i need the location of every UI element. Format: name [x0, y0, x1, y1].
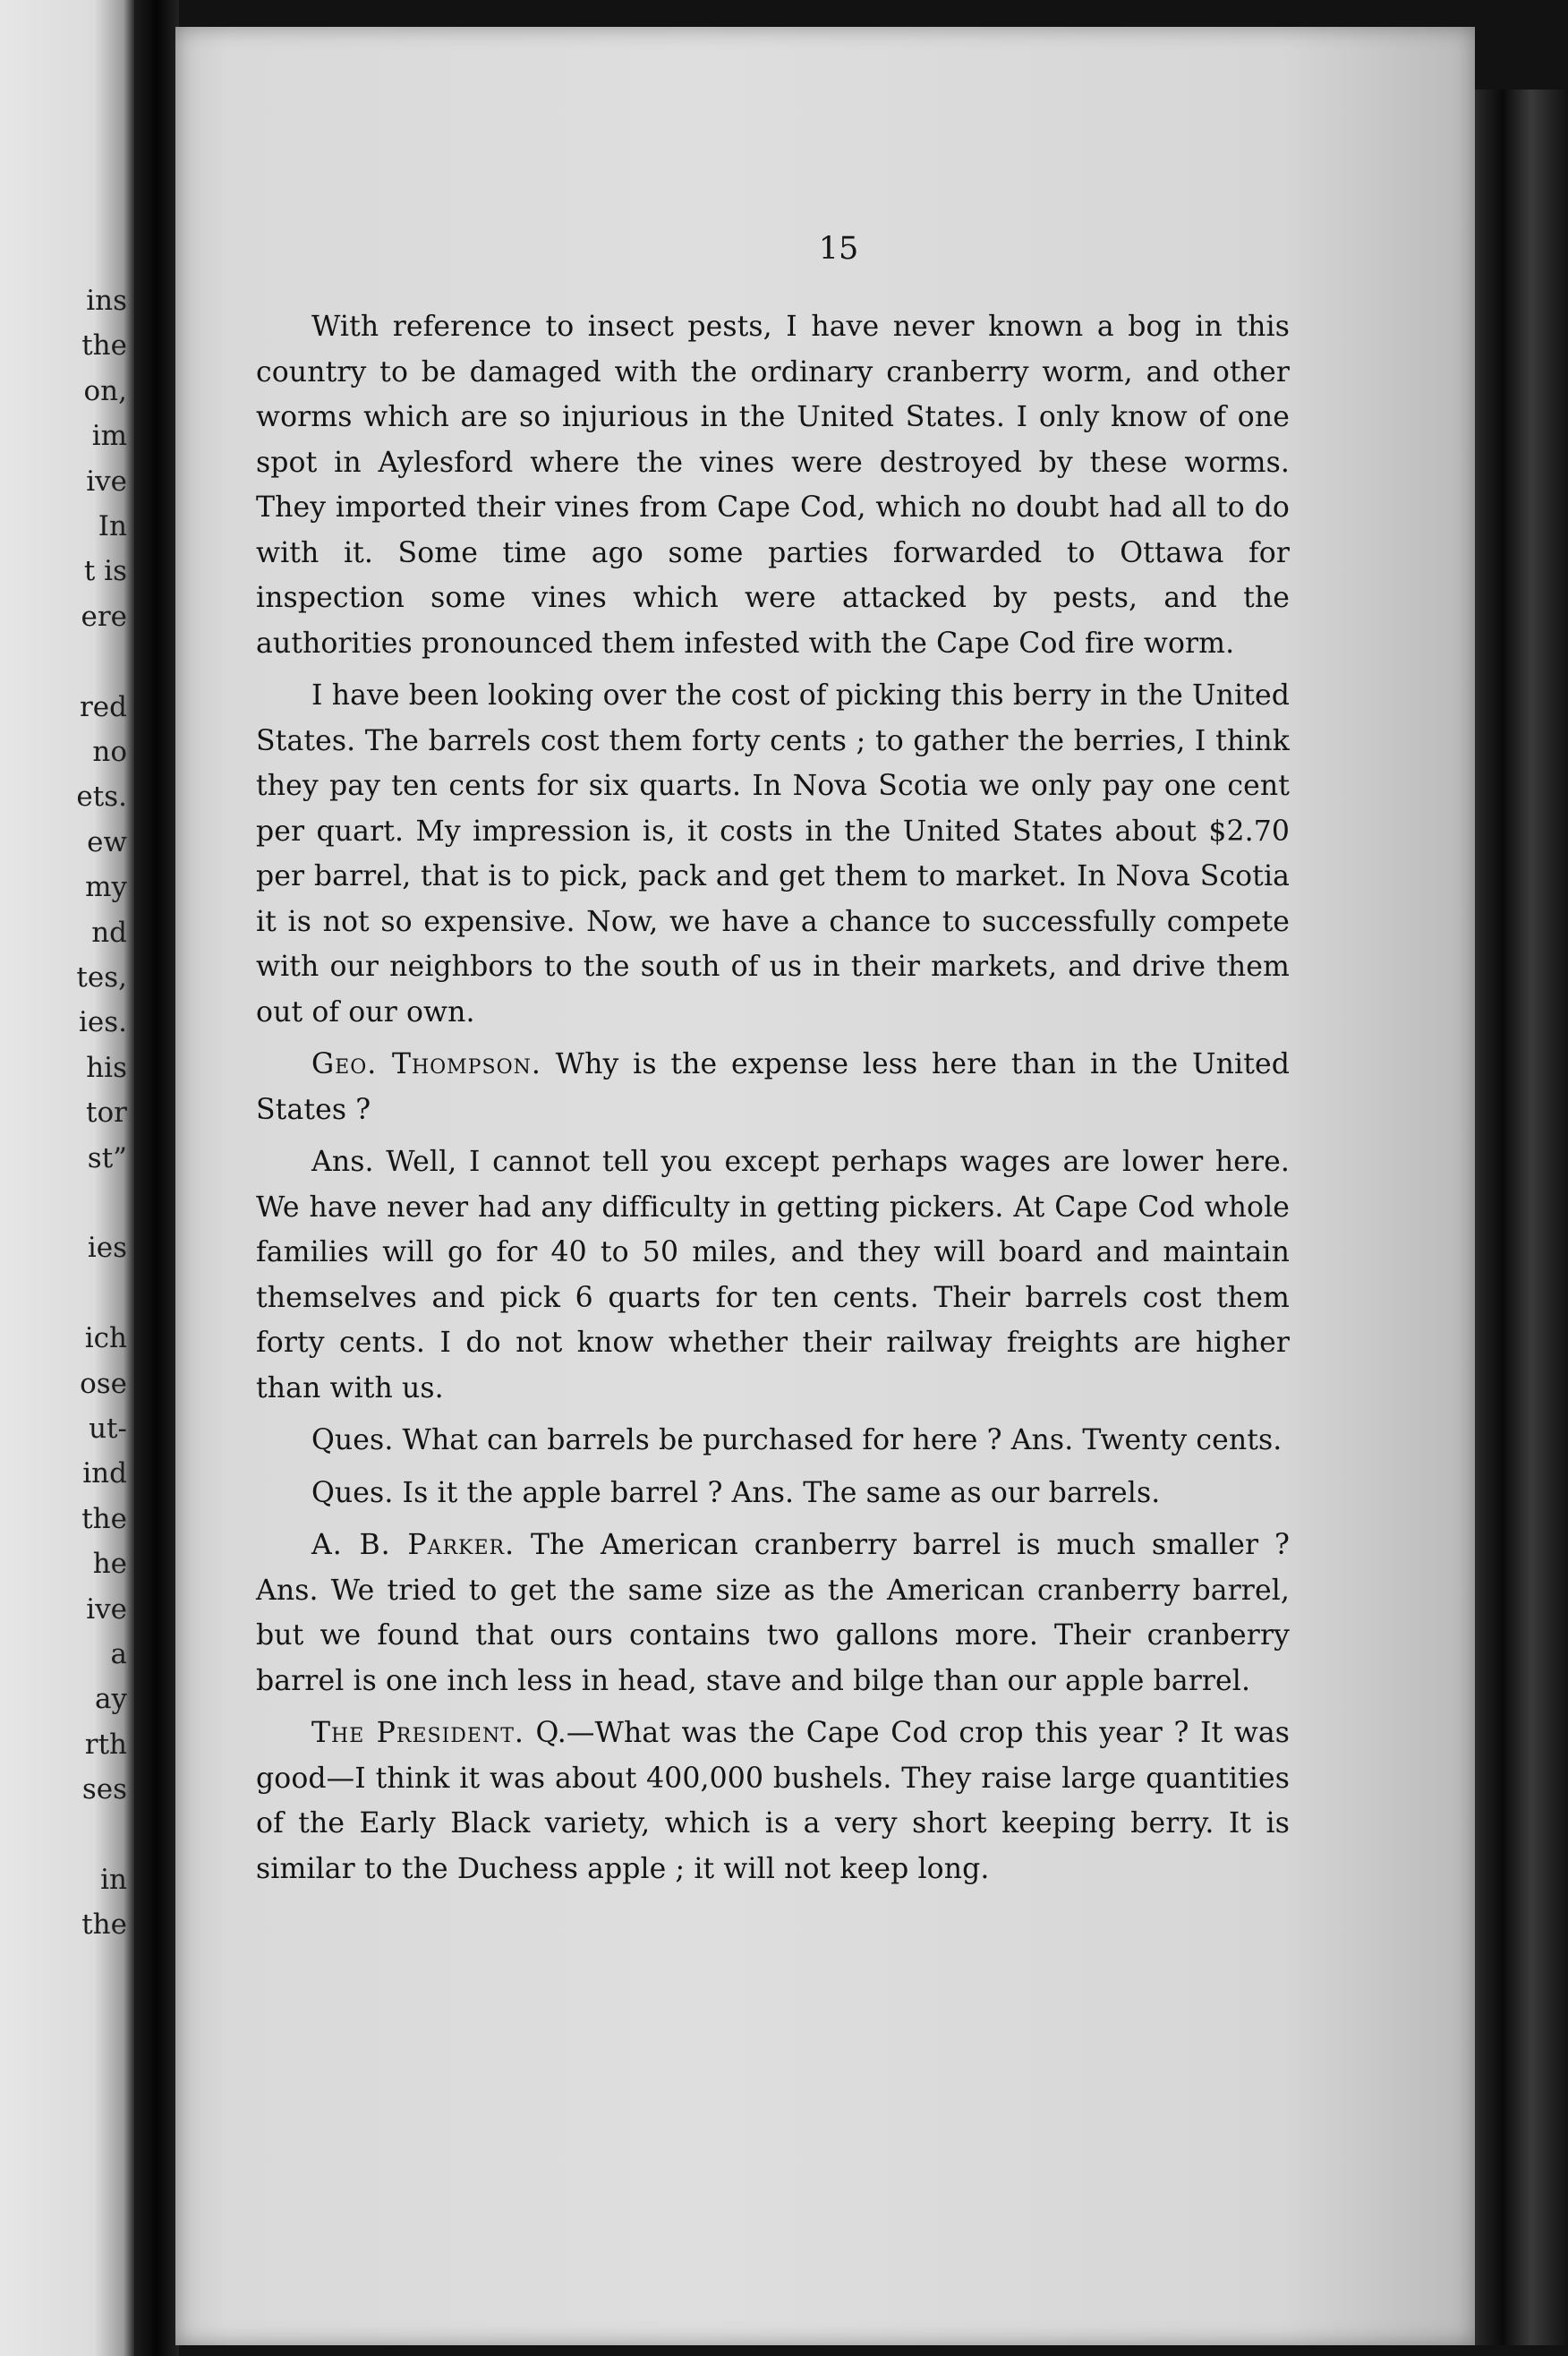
facing-page-fragment: no — [92, 736, 127, 768]
facing-page-fragment: a — [110, 1638, 127, 1670]
facing-page-fragment: ets. — [76, 781, 127, 814]
paragraph-text: Ques. Is it the apple barrel ? Ans. The same as our barrels. — [311, 1476, 1161, 1509]
facing-page-fragment: ay — [95, 1683, 127, 1716]
speaker-name: A. B. Parker. — [311, 1529, 516, 1561]
facing-page-fragment: nd — [91, 916, 127, 949]
facing-page-fragment: tes, — [76, 961, 127, 994]
facing-page-fragment: rth — [84, 1728, 127, 1761]
paragraph-text: Why is the expense less here than in the United States ? — [256, 1048, 1290, 1126]
page-body — [256, 304, 1290, 1899]
page-stack-edge — [1475, 90, 1568, 2345]
facing-page-fragment: ies. — [78, 1006, 127, 1039]
facing-page-fragment: my — [85, 871, 127, 904]
facing-page-fragment: the — [81, 329, 127, 363]
paragraph-president-crop — [256, 1711, 1290, 1891]
speaker-name: The President. — [311, 1717, 524, 1749]
speaker-name: Geo. Thompson. — [311, 1048, 541, 1080]
paragraph-text: Ans. Well, I cannot tell you except perhaps wages are lower here. We have never had any difficulty in getting pickers. At Cape Cod whole families will go for 40 to 50 miles, and they will board and maintain themselves and pick 6 quarts for ten cents. Their barrels cost them forty cents. I do not know whether their railway freights are higher than with us. — [256, 1146, 1290, 1404]
paragraph-parker-barrel — [256, 1523, 1290, 1703]
page-number: 15 — [818, 231, 859, 267]
facing-page-fragment: st” — [87, 1141, 127, 1174]
facing-page-fragment: ose — [80, 1367, 127, 1400]
paragraph-text: I have been looking over the cost of picking this berry in the United States. The barrels cost them forty cents ; to gather the berries, I think they pay ten cents for six quarts. In Nova Scotia we only pay one cent per quart. My impression is, it costs in the United States about $2.70 per barrel, that is to pick, pack and get them to market. In Nova Scotia it is not so expensive. Now, we have a chance to successfully compete with our neighbors to the south of us in their markets, and drive them out of our own. — [256, 679, 1290, 1029]
paragraph-text: With reference to insect pests, I have never known a bog in this country to be damaged with the ordinary cranberry worm, and other worms which are so injurious in the United States. I only know of one spot in Aylesford where the vines were destroyed by these worms. They imported their vines from Cape Cod, which no doubt had all to do with it. Some time ago some parties forwarded to Ottawa for inspection some vines which were attacked by pests, and the authorities pronounced them infested with the Cape Cod fire worm. — [256, 311, 1290, 660]
facing-page-fragment: In — [98, 510, 127, 542]
facing-page-fragment: ich — [84, 1322, 127, 1355]
facing-page-fragment: the — [81, 1502, 127, 1535]
paragraph-text: The American cranberry barrel is much smaller ? Ans. We tried to get the same size as the American cranberry barrel, but we found that ours contains two gallons more. Their cranberry barrel is one inch less in head, stave and bilge than our apple barrel. — [256, 1529, 1291, 1697]
document-page — [175, 27, 1475, 2345]
facing-page-fragment: ies — [87, 1232, 127, 1265]
facing-page-fragment: ive — [86, 1592, 127, 1626]
facing-page-fragment: he — [92, 1548, 127, 1581]
facing-page-fragment: ere — [81, 600, 127, 633]
facing-page-edge — [0, 0, 134, 2356]
facing-page-fragment: ins — [86, 285, 127, 317]
facing-page-fragment: tor — [86, 1097, 127, 1130]
facing-page-fragment: the — [81, 1908, 127, 1942]
paragraph-barrel-price — [256, 1418, 1290, 1464]
paragraph-picking-cost — [256, 673, 1290, 1035]
paragraph-answer-wages — [256, 1140, 1290, 1411]
facing-page-fragment: ut- — [89, 1413, 127, 1445]
facing-page-fragment: his — [86, 1051, 127, 1084]
facing-page-fragment: ind — [82, 1457, 127, 1490]
facing-page-fragment: red — [79, 690, 127, 723]
facing-page-fragment: t is — [83, 555, 127, 588]
paragraph-text: Ques. What can barrels be purchased for here ? Ans. Twenty cents. — [311, 1424, 1283, 1456]
facing-page-fragment: in — [100, 1864, 127, 1896]
facing-page-fragment: on, — [83, 374, 127, 407]
facing-page-fragment: ew — [87, 825, 127, 858]
paragraph-text: Q.—What was the Cape Cod crop this year ? It was good—I think it was about 400,000 bushels. They raise large quantities of the Early Black variety, which is a very short keeping berry. It is similar to the Duchess apple ; it will not keep long. — [256, 1717, 1290, 1885]
paragraph-thompson-question — [256, 1042, 1290, 1132]
facing-page-fragment: ses — [81, 1773, 127, 1806]
book-gutter — [134, 0, 179, 2356]
paragraph-insect-pests — [256, 304, 1290, 666]
facing-page-fragment: im — [91, 420, 127, 453]
paragraph-apple-barrel — [256, 1471, 1290, 1516]
facing-page-fragment: ive — [86, 465, 127, 498]
